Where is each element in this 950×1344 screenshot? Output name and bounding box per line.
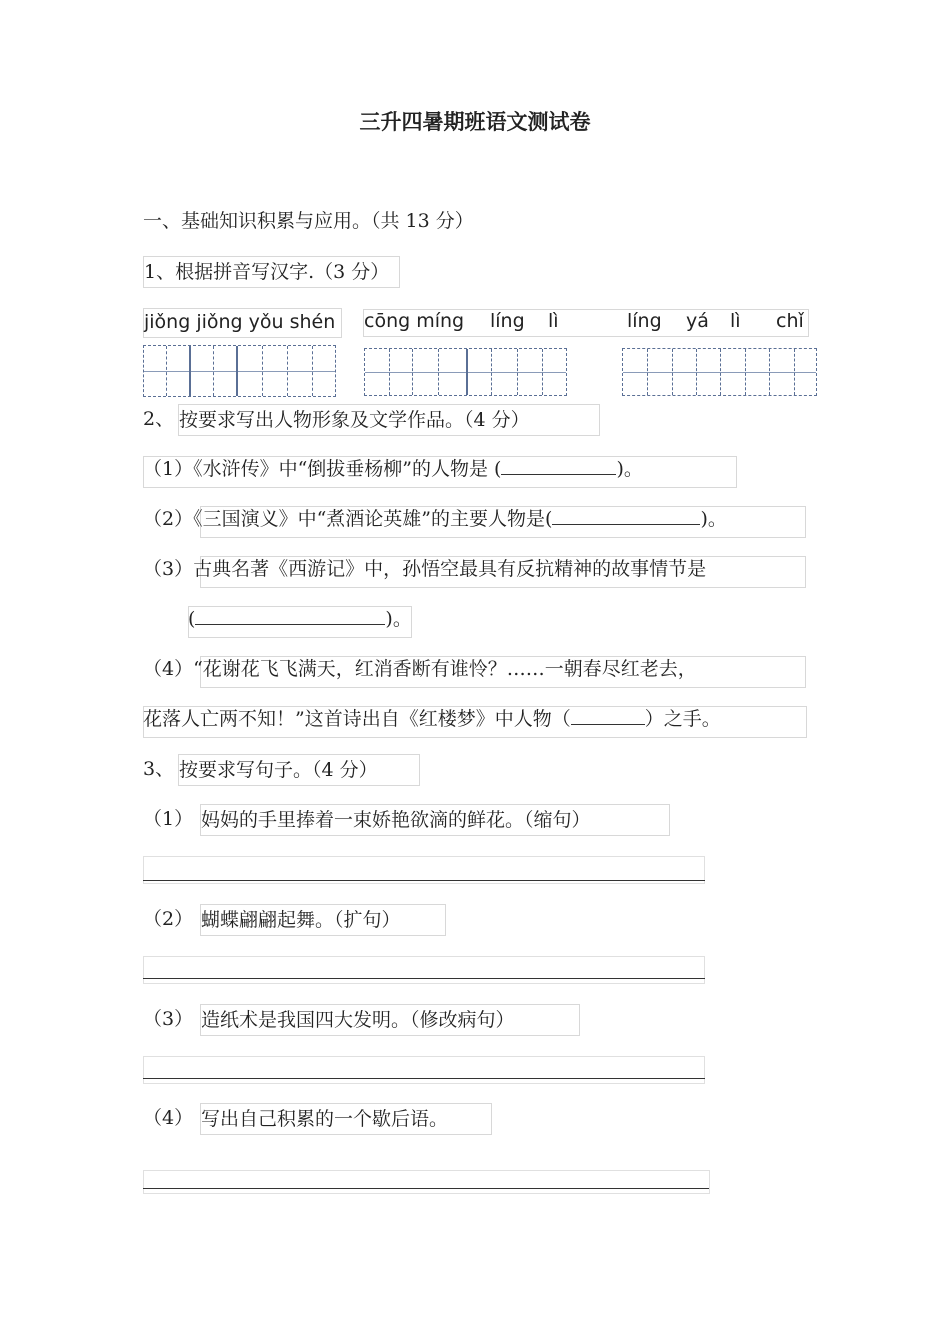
q2-item1 (143, 454, 643, 484)
q2-item4-cont-text: 花落人亡两不知！”这首诗出自《红楼梦》中人物（ (143, 708, 571, 730)
pinyin-5: líng (627, 310, 662, 332)
question-3-prefix: 3、 (143, 758, 175, 780)
pinyin-1: jiǒng jiǒng yǒu shén (143, 308, 342, 338)
q3-item3-answer-line[interactable] (143, 1078, 705, 1079)
q2-item2-text: 《三国演义》中“煮酒论英雄”的主要人物是( (193, 508, 553, 530)
question-3-label: 按要求写句子。（4 分） (178, 754, 420, 786)
q2-item2-end: )。 (700, 508, 727, 530)
q3-item4-text: 写出自己积累的一个歇后语。 (200, 1103, 492, 1135)
pinyin-7: lì (730, 310, 741, 332)
q3-item2-answer-box (143, 956, 705, 984)
page-title: 三升四暑期班语文测试卷 (359, 109, 591, 134)
q2-item4-cont-end: ）之手。 (644, 708, 721, 730)
q2-item3-cont (188, 604, 412, 634)
pinyin-6: yá (686, 310, 709, 332)
q3-item4-answer-line[interactable] (143, 1188, 709, 1189)
q3-item3-answer-box (143, 1056, 705, 1084)
q3-item4-num: （4） (143, 1107, 194, 1129)
pinyin-2: cōng míng (364, 310, 465, 332)
writing-grid-1[interactable] (143, 345, 336, 397)
paren-open: ( (188, 608, 196, 630)
answer-blank-4[interactable] (571, 704, 645, 725)
q2-item3-text: 古典名著《西游记》中，孙悟空最具有反抗精神的故事情节是 (193, 558, 707, 580)
question-2-prefix: 2、 (143, 408, 175, 430)
paren-close: )。 (385, 608, 412, 630)
writing-grid-3[interactable] (622, 348, 817, 396)
pinyin-8: chǐ (776, 310, 804, 332)
q2-item2-num: （2） (143, 508, 194, 530)
q3-item3-num: （3） (143, 1008, 194, 1030)
q3-item2-text: 蝴蝶翩翩起舞。（扩句） (200, 904, 446, 936)
pinyin-4: lì (548, 310, 559, 332)
q3-item2-answer-line[interactable] (143, 978, 705, 979)
q3-item2-num: （2） (143, 908, 194, 930)
q2-item4 (143, 654, 697, 684)
q3-item1-text: 妈妈的手里捧着一束娇艳欲滴的鲜花。（缩句） (200, 804, 670, 836)
question-2-label: 按要求写出人物形象及文学作品。（4 分） (178, 404, 600, 436)
q2-item4-cont (143, 704, 721, 734)
q3-item1-answer-line[interactable] (143, 880, 705, 881)
q2-item3 (143, 554, 706, 584)
q2-item1-num: （1） (143, 458, 194, 480)
q2-item4-num: （4） (143, 658, 194, 680)
answer-blank-3[interactable] (195, 604, 385, 625)
question-1-label: 1、根据拼音写汉字.（3 分） (143, 256, 400, 288)
q3-item4-answer-box (143, 1170, 710, 1194)
q2-item3-num: （3） (143, 558, 194, 580)
q3-item3-text: 造纸术是我国四大发明。（修改病句） (200, 1004, 580, 1036)
answer-blank-2[interactable] (552, 504, 700, 525)
q2-item1-end: )。 (616, 458, 643, 480)
q2-item4-text: “花谢花飞飞满天，红消香断有谁怜？……一朝春尽红老去， (193, 658, 697, 680)
answer-blank-1[interactable] (501, 454, 616, 475)
q2-item1-text: 《水浒传》中“倒拔垂杨柳”的人物是 ( (193, 458, 502, 480)
q2-item2 (143, 504, 727, 534)
writing-grid-2[interactable] (364, 348, 567, 396)
q3-item1-num: （1） (143, 808, 194, 830)
section-heading: 一、基础知识积累与应用。（共 13 分） (143, 210, 474, 232)
pinyin-3: líng (490, 310, 525, 332)
